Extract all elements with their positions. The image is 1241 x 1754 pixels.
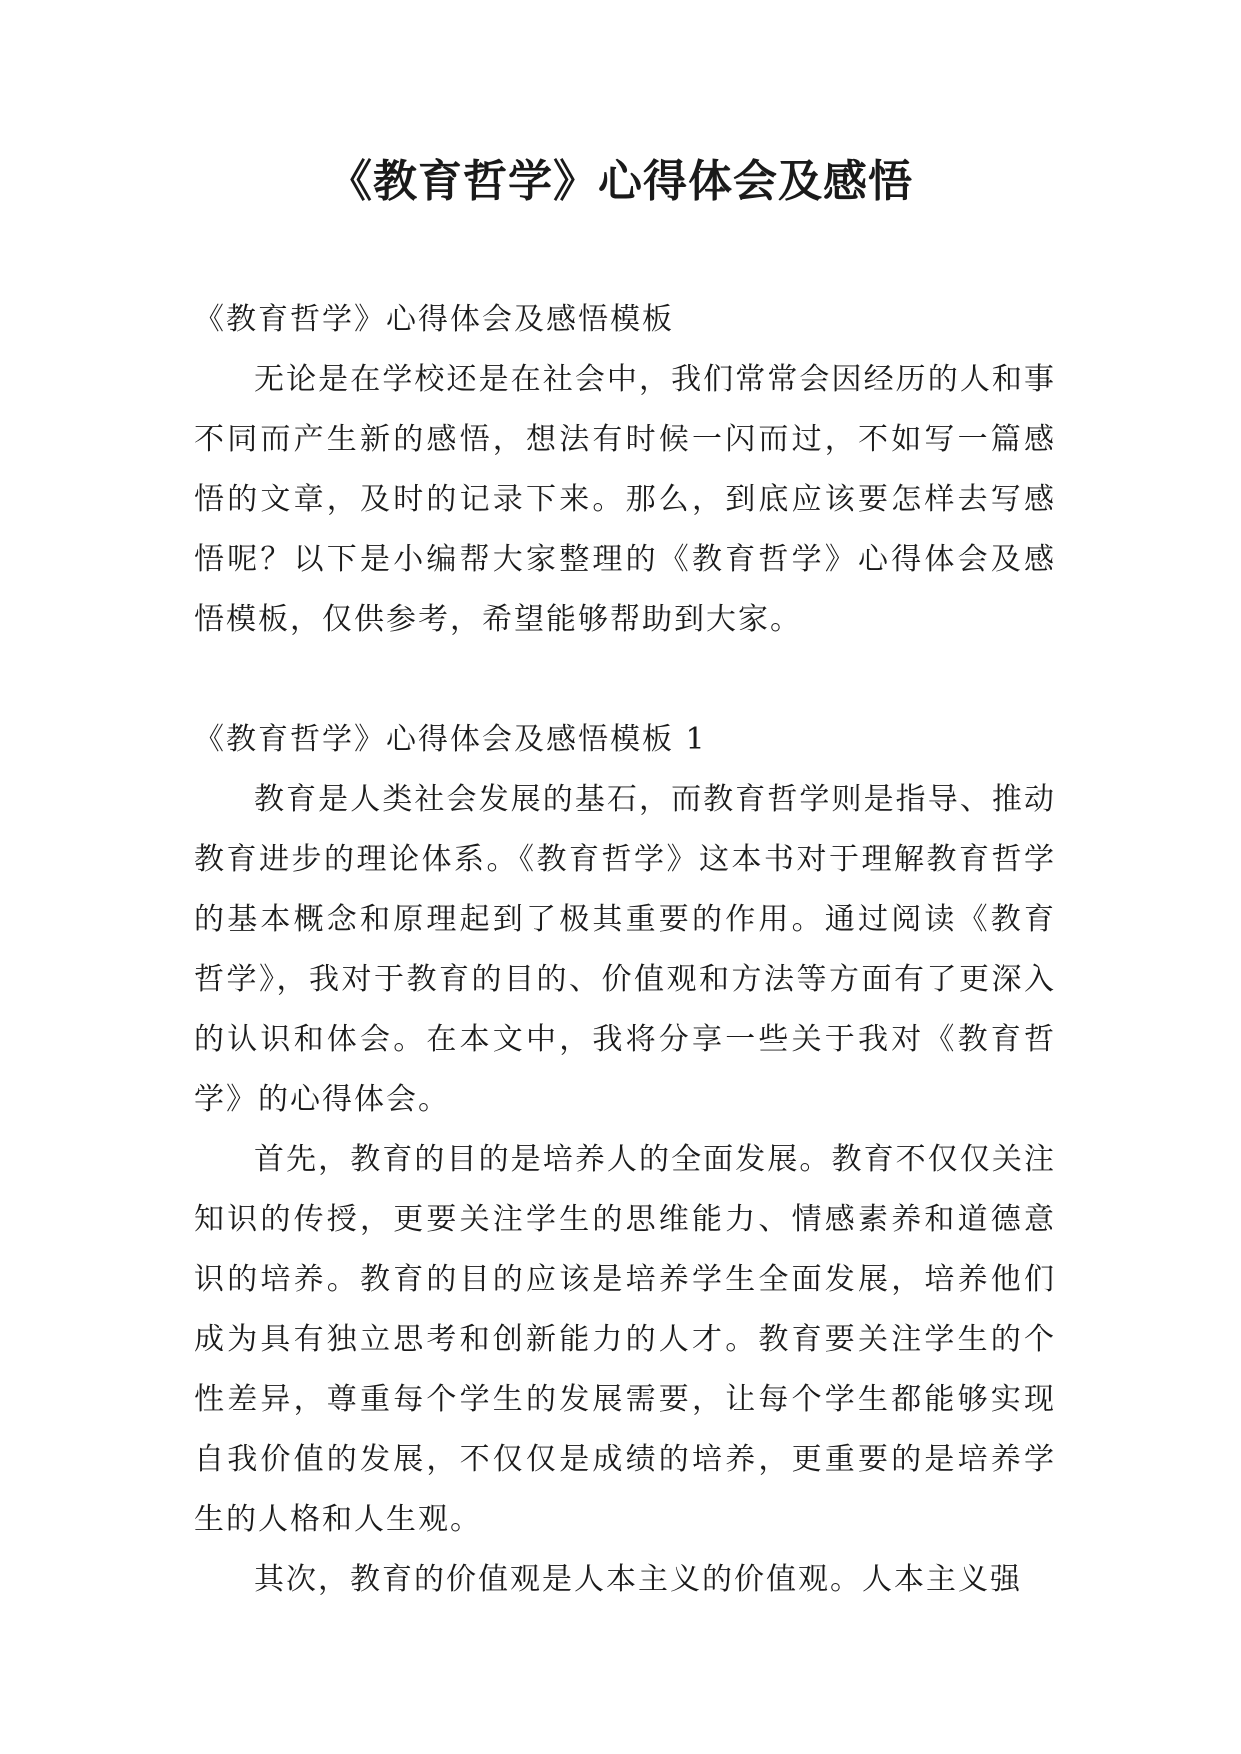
body-paragraph: 教育是人类社会发展的基石，而教育哲学则是指导、推动教育进步的理论体系。《教育哲学》这本书对于理解教育哲学的基本概念和原理起到了极其重要的作用。通过阅读《教育哲学》，我对于教育的目的、价值观和方法等方面有了更深入的认识和体会。在本文中，我将分享一些关于我对《教育哲学》的心得体会。 [194, 782, 1056, 1117]
body-paragraph: 其次，教育的价值观是人本主义的价值观。人本主义强 [254, 1562, 1022, 1597]
document-body [194, 290, 1056, 1610]
intro-paragraph: 无论是在学校还是在社会中，我们常常会因经历的人和事不同而产生新的感悟，想法有时候一闪而过，不如写一篇感悟的文章，及时的记录下来。那么，到底应该要怎样去写感悟呢？以下是小编帮大家整理的《教育哲学》心得体会及感悟模板，仅供参考，希望能够帮助到大家。 [194, 362, 1056, 637]
body-paragraph: 首先，教育的目的是培养人的全面发展。教育不仅仅关注知识的传授，更要关注学生的思维能力、情感素养和道德意识的培养。教育的目的应该是培养学生全面发展，培养他们成为具有独立思考和创新能力的人才。教育要关注学生的个性差异，尊重每个学生的发展需要，让每个学生都能够实现自我价值的发展，不仅仅是成绩的培养，更重要的是培养学生的人格和人生观。 [194, 1142, 1056, 1537]
section-gap [194, 650, 1056, 710]
document-title: 《教育哲学》心得体会及感悟 [328, 156, 913, 207]
section-heading: 《教育哲学》心得体会及感悟模板 1 [194, 722, 707, 757]
subtitle-heading: 《教育哲学》心得体会及感悟模板 [194, 302, 674, 337]
